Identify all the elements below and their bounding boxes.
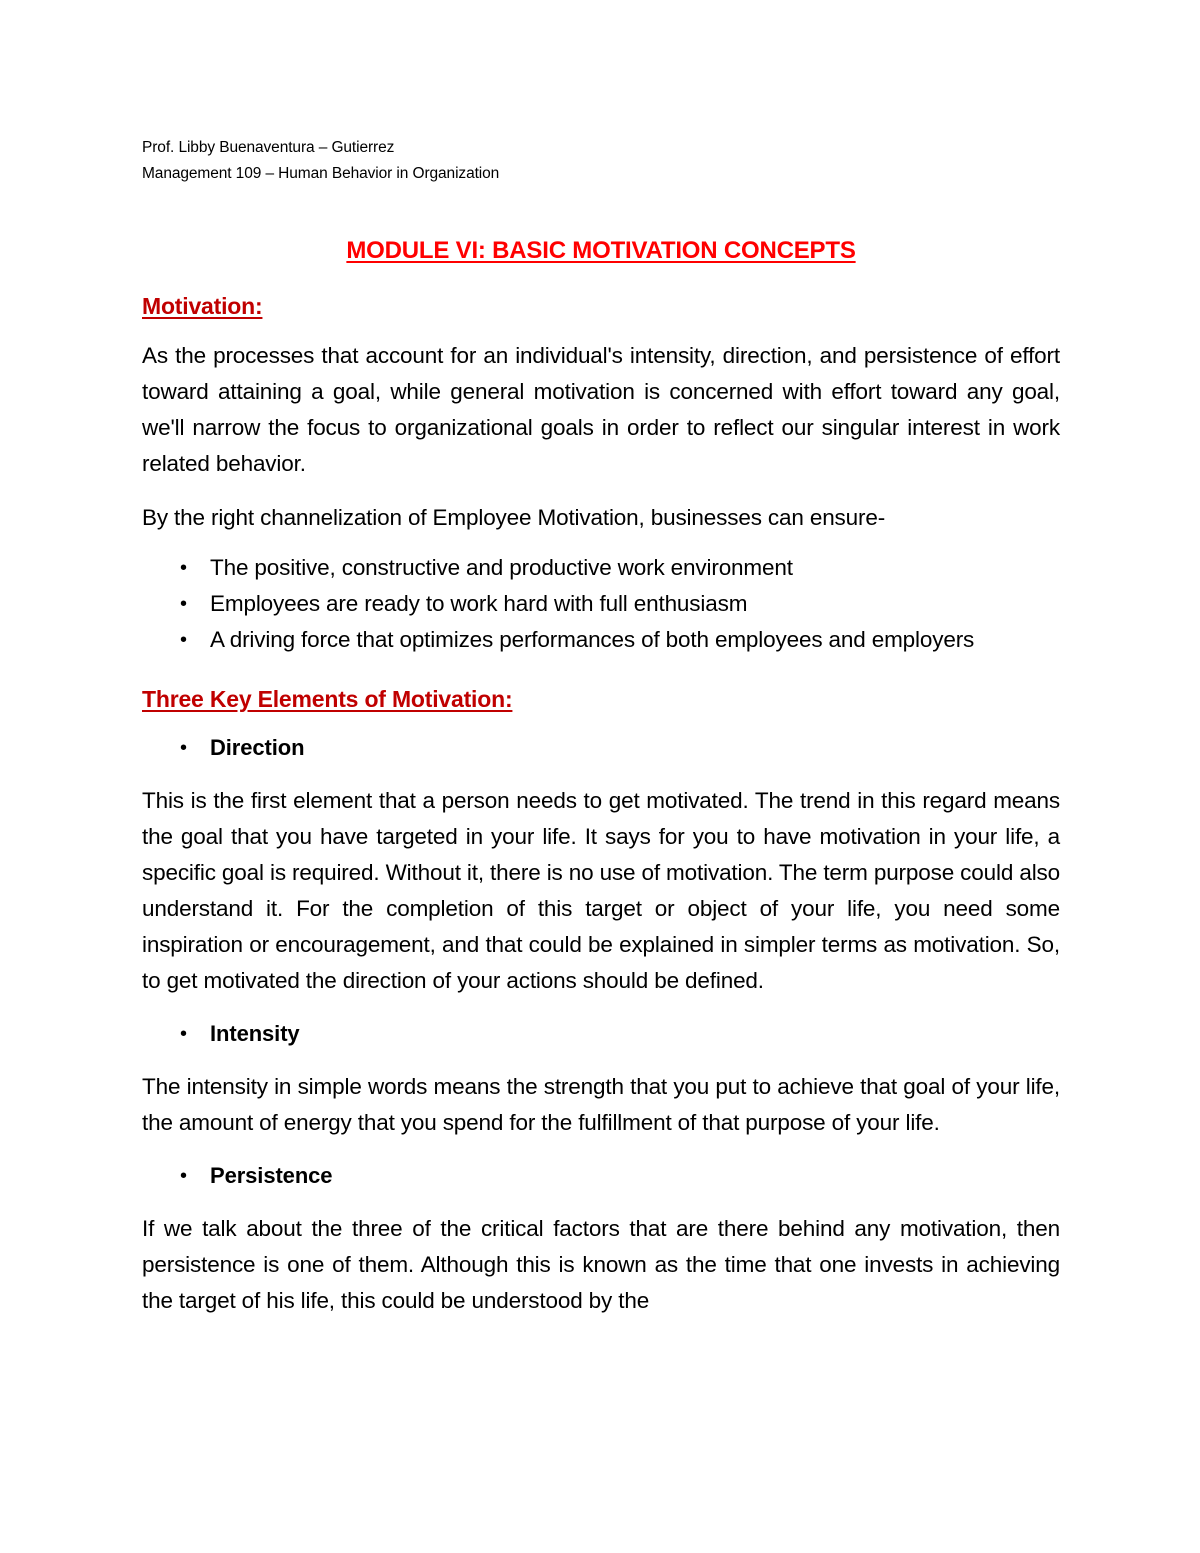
section-heading-three-key-elements: Three Key Elements of Motivation: <box>142 686 513 712</box>
direction-paragraph: This is the first element that a person needs to get motivated. The trend in this regard means the goal that you have targeted in your life. It says for you to have motivation in your life, a specific goal is required. Without it, there is no use of motivation. The term purpose could also understand it. For the completion of this target or object of your life, you need some inspiration or encouragement, and that could be explained in simpler terms as motivation. So, to get motivated the direction of your actions should be defined. <box>142 788 1061 993</box>
key-element-heading-list <box>142 1017 1060 1051</box>
bullet-icon: • <box>180 593 187 615</box>
list-item-label: A driving force that optimizes performances of both employees and employers <box>210 627 975 652</box>
element-block-persistence <box>142 1159 1060 1319</box>
list-item <box>142 586 1060 622</box>
intensity-paragraph: The intensity in simple words means the strength that you put to achieve that goal of your life, the amount of energy that you spend for the fulfillment of that purpose of your life. <box>142 1074 1060 1135</box>
key-element-label: Intensity <box>210 1021 300 1046</box>
list-item <box>142 550 1060 586</box>
motivation-lead-in: By the right channelization of Employee Motivation, businesses can ensure- <box>142 505 886 530</box>
key-element-heading-list <box>142 1159 1060 1193</box>
key-element-persistence <box>142 1159 1060 1193</box>
persistence-paragraph: If we talk about the three of the critical factors that are there behind any motivation, then persistence is one of them. Although this is known as the time that one invests in achieving the target of his life, this could be understood by the <box>142 1216 1060 1313</box>
document-header <box>142 135 1060 187</box>
list-item-label: Employees are ready to work hard with full enthusiasm <box>210 591 748 616</box>
bullet-icon: • <box>180 629 187 651</box>
bullet-icon: • <box>180 737 187 759</box>
motivation-definition-paragraph: As the processes that account for an individual's intensity, direction, and persistence of effort toward attaining a goal, while general motivation is concerned with effort toward any goal, we'll narrow the focus to organizational goals in order to reflect our singular interest in work related behavior. <box>142 343 1060 476</box>
key-element-intensity <box>142 1017 1060 1051</box>
motivation-benefits-list <box>142 550 1060 658</box>
key-element-label: Persistence <box>210 1163 333 1188</box>
key-element-direction <box>142 731 1060 765</box>
list-item-label: The positive, constructive and productive work environment <box>210 555 793 580</box>
key-element-heading-list <box>142 731 1060 765</box>
bullet-icon: • <box>180 1023 187 1045</box>
element-block-direction <box>142 731 1060 999</box>
list-item <box>142 622 1060 658</box>
instructor-name: Prof. Libby Buenaventura – Gutierrez <box>142 139 395 156</box>
course-name: Management 109 – Human Behavior in Organization <box>142 165 500 182</box>
page-title: MODULE VI: BASIC MOTIVATION CONCEPTS <box>346 237 856 264</box>
element-block-intensity <box>142 1017 1060 1141</box>
key-element-label: Direction <box>210 735 305 760</box>
section-heading-motivation: Motivation: <box>142 293 263 319</box>
bullet-icon: • <box>180 557 187 579</box>
bullet-icon: • <box>180 1165 187 1187</box>
